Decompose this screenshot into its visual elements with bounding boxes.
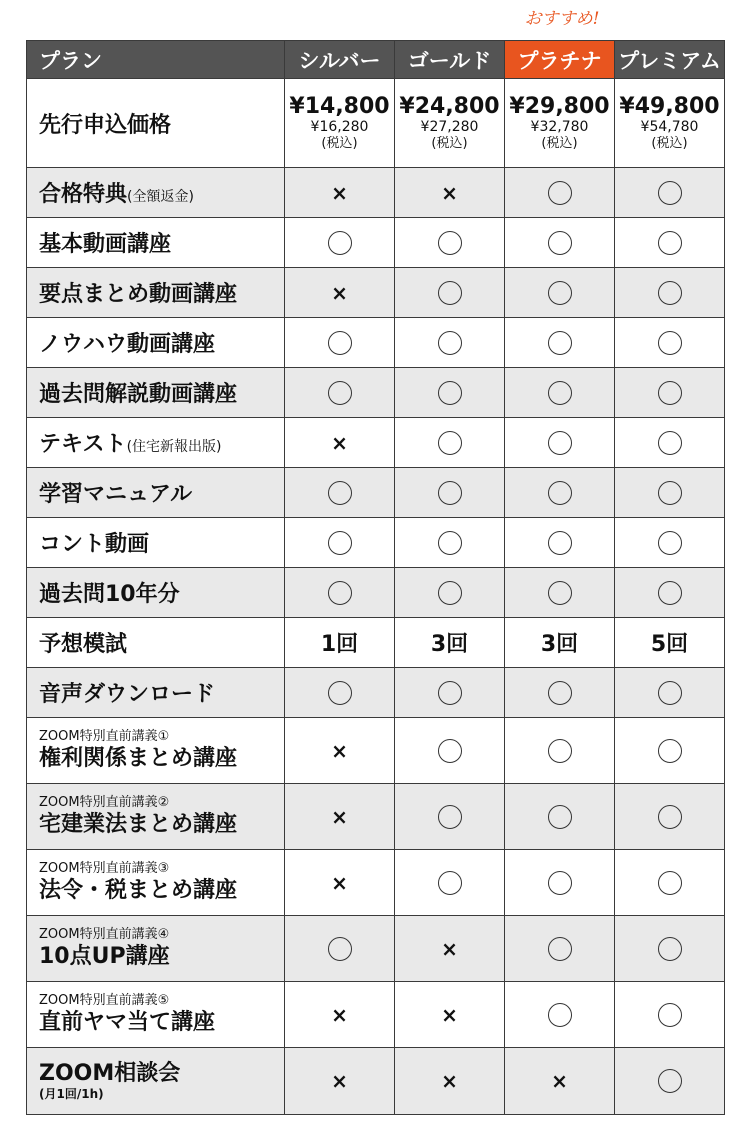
feature-label [27,468,285,518]
plan-cell [505,916,615,982]
feature-label [27,418,285,468]
tax-note: (税込) [541,135,578,151]
plan-cell [615,168,725,218]
plan-cell [395,982,505,1048]
plan-cell [505,850,615,916]
price-cell [395,79,505,168]
feature-label [27,618,285,668]
feature-qualifier: (住宅新報出版) [126,439,222,455]
plan-cell [505,368,615,418]
plan-cell [395,850,505,916]
included-mark [548,937,572,961]
plan-cell [505,668,615,718]
not-included-mark: × [331,738,348,763]
included-mark [548,481,572,505]
feature-row [27,168,725,218]
plan-cell [395,168,505,218]
zoom-lecture-tag: ZOOM特別直前講義① [39,728,170,744]
feature-name: 権利関係まとめ講座 [39,745,238,771]
included-mark [548,805,572,829]
header-plan: プラン [27,41,285,79]
included-mark [548,871,572,895]
plan-cell [285,268,395,318]
feature-name: 予想模試 [39,632,128,657]
plan-cell [505,982,615,1048]
plan-cell [615,518,725,568]
included-mark [658,1003,682,1027]
not-included-mark: × [441,936,458,961]
included-mark [438,805,462,829]
included-mark [548,681,572,705]
plan-cell [395,668,505,718]
feature-label [27,318,285,368]
plan-cell [285,618,395,668]
plan-cell [505,518,615,568]
included-mark [438,431,462,455]
plan-comparison-table [26,40,725,1115]
plan-cell [285,784,395,850]
exam-count: 3回 [540,632,579,657]
feature-label [27,218,285,268]
zoom-lecture-tag: ZOOM特別直前講義⑤ [39,992,170,1008]
price-row [27,79,725,168]
included-mark [658,531,682,555]
feature-row [27,618,725,668]
feature-name: コント動画 [39,532,150,557]
plan-cell [395,718,505,784]
feature-row [27,218,725,268]
included-mark [658,231,682,255]
included-mark [328,331,352,355]
included-mark [438,681,462,705]
price-main: ¥29,800 [509,93,610,119]
feature-name: ZOOM相談会 [39,1060,181,1086]
plan-cell [505,618,615,668]
feature-name: 法令・税まとめ講座 [39,877,238,903]
plan-cell [395,218,505,268]
included-mark [658,331,682,355]
included-mark [438,581,462,605]
plan-cell [615,468,725,518]
not-included-mark: × [441,180,458,205]
included-mark [548,581,572,605]
tax-note: (税込) [321,135,358,151]
included-mark [658,481,682,505]
plan-cell [285,568,395,618]
plan-cell [395,784,505,850]
plan-cell [395,268,505,318]
plan-cell [505,318,615,368]
included-mark [658,681,682,705]
plan-cell [285,318,395,368]
plan-cell [615,368,725,418]
header-silver: シルバー [285,41,395,79]
tax-note: (税込) [651,135,688,151]
included-mark [548,1003,572,1027]
included-mark [658,381,682,405]
feature-name: ノウハウ動画講座 [39,332,216,357]
plan-cell [615,916,725,982]
plan-cell [615,218,725,268]
included-mark [438,531,462,555]
plan-cell [615,668,725,718]
price-with-tax: ¥16,280 [310,118,369,135]
plan-cell [505,1048,615,1115]
exam-count: 5回 [650,632,689,657]
price-main: ¥24,800 [399,93,500,119]
included-mark [438,281,462,305]
plan-cell [285,916,395,982]
included-mark [328,481,352,505]
plan-cell [505,268,615,318]
feature-label [27,168,285,218]
header-platinum: プラチナ [505,41,615,79]
plan-cell [395,318,505,368]
tax-note: (税込) [431,135,468,151]
included-mark [438,381,462,405]
price-main: ¥14,800 [289,93,390,119]
included-mark [548,231,572,255]
not-included-mark: × [331,1069,348,1093]
plan-cell [505,168,615,218]
included-mark [328,231,352,255]
included-mark [548,381,572,405]
plan-cell [395,568,505,618]
plan-cell [615,1048,725,1115]
feature-qualifier: (全額返金) [127,189,194,205]
feature-row [27,568,725,618]
included-mark [658,805,682,829]
plan-cell [395,518,505,568]
feature-label [27,518,285,568]
included-mark [438,231,462,255]
included-mark [658,581,682,605]
included-mark [548,331,572,355]
feature-label [27,1048,285,1115]
feature-label [27,718,285,784]
price-with-tax: ¥27,280 [420,118,479,135]
feature-row [27,518,725,568]
plan-cell [285,468,395,518]
feature-row [27,368,725,418]
not-included-mark: × [331,430,348,455]
feature-name: 要点まとめ動画講座 [39,282,238,307]
price-main: ¥49,800 [619,93,720,119]
included-mark [438,739,462,763]
plan-cell [395,418,505,468]
included-mark [328,937,352,961]
plan-cell [285,218,395,268]
included-mark [548,181,572,205]
feature-row [27,318,725,368]
included-mark [548,431,572,455]
feature-row [27,1048,725,1115]
plan-cell [395,916,505,982]
not-included-mark: × [441,1069,458,1093]
feature-name: 学習マニュアル [39,482,193,507]
feature-name: 合格特典 [39,182,128,207]
feature-row [27,850,725,916]
included-mark [548,531,572,555]
not-included-mark: × [551,1069,568,1093]
feature-label [27,916,285,982]
plan-cell [285,368,395,418]
plan-cell [285,668,395,718]
zoom-lecture-tag: ZOOM特別直前講義④ [39,926,170,942]
included-mark [658,937,682,961]
feature-row [27,982,725,1048]
plan-cell [285,718,395,784]
feature-name: 音声ダウンロード [39,682,216,707]
feature-label [27,568,285,618]
header-premium: プレミアム [615,41,725,79]
plan-cell [505,718,615,784]
plan-cell [615,718,725,784]
price-with-tax: ¥32,780 [530,118,589,135]
plan-cell [615,318,725,368]
included-mark [658,281,682,305]
feature-name: 直前ヤマ当て講座 [39,1009,216,1035]
included-mark [548,739,572,763]
feature-label [27,268,285,318]
plan-cell [505,418,615,468]
plan-cell [615,850,725,916]
included-mark [438,871,462,895]
feature-name: テキスト [39,432,127,457]
zoom-lecture-tag: ZOOM特別直前講義③ [39,860,170,876]
feature-row [27,468,725,518]
header-row [27,41,725,79]
price-cell [285,79,395,168]
feature-name: 基本動画講座 [39,232,172,257]
plan-cell [285,1048,395,1115]
plan-cell [615,568,725,618]
feature-row [27,668,725,718]
plan-cell [395,1048,505,1115]
feature-label [27,850,285,916]
exam-count: 3回 [430,632,469,657]
feature-name: 過去問10年分 [39,582,180,607]
not-included-mark: × [331,280,348,305]
feature-label [27,982,285,1048]
feature-label [27,784,285,850]
plan-cell [615,268,725,318]
plan-cell [615,982,725,1048]
price-label: 先行申込価格 [27,79,285,168]
feature-name: 宅建業法まとめ講座 [39,811,238,837]
feature-row [27,268,725,318]
plan-cell [395,468,505,518]
included-mark [548,281,572,305]
feature-label [27,368,285,418]
plan-cell [505,784,615,850]
feature-name: 過去問解説動画講座 [39,382,238,407]
included-mark [658,431,682,455]
plan-cell [285,518,395,568]
plan-cell [615,618,725,668]
feature-label [27,668,285,718]
included-mark [658,739,682,763]
feature-row [27,418,725,468]
plan-cell [285,418,395,468]
not-included-mark: × [331,870,348,895]
feature-row [27,916,725,982]
included-mark [658,1069,682,1093]
feature-note: (月1回/1h) [39,1086,104,1101]
feature-name: 10点UP講座 [39,943,170,969]
plan-cell [505,218,615,268]
plan-cell [615,784,725,850]
included-mark [438,481,462,505]
price-cell [505,79,615,168]
included-mark [328,681,352,705]
included-mark [328,381,352,405]
plan-cell [395,368,505,418]
feature-row [27,718,725,784]
plan-cell [505,468,615,518]
plan-cell [285,982,395,1048]
included-mark [328,581,352,605]
zoom-lecture-tag: ZOOM特別直前講義② [39,794,170,810]
recommend-label: おすすめ! [524,9,600,29]
not-included-mark: × [331,180,348,205]
plan-cell [285,168,395,218]
included-mark [328,531,352,555]
feature-row [27,784,725,850]
plan-cell [615,418,725,468]
included-mark [438,331,462,355]
not-included-mark: × [331,1002,348,1027]
header-gold: ゴールド [395,41,505,79]
plan-cell [395,618,505,668]
plan-cell [505,568,615,618]
not-included-mark: × [331,804,348,829]
plan-cell [285,850,395,916]
included-mark [658,181,682,205]
included-mark [658,871,682,895]
price-with-tax: ¥54,780 [640,118,699,135]
exam-count: 1回 [320,632,359,657]
price-cell [615,79,725,168]
not-included-mark: × [441,1002,458,1027]
